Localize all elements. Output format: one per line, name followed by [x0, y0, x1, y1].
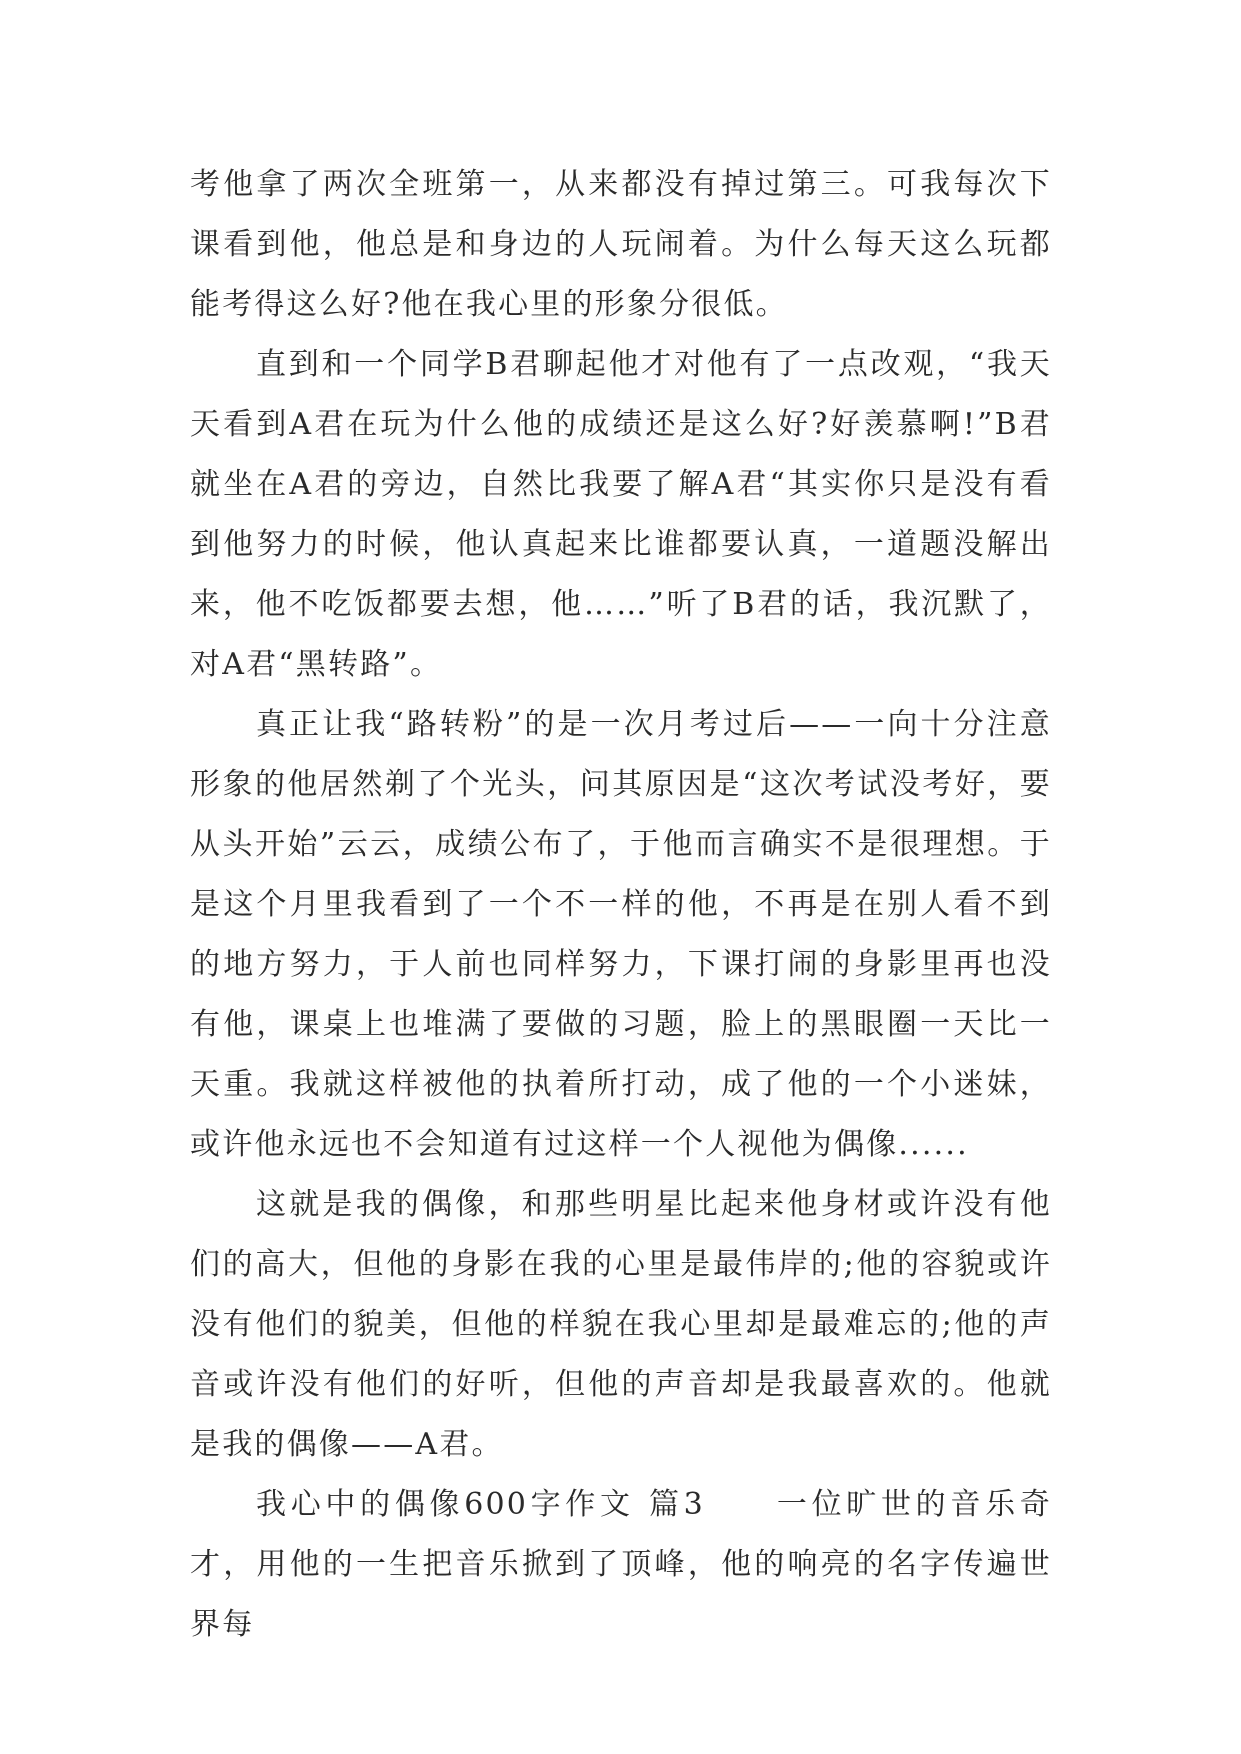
paragraph-conclusion: 这就是我的偶像，和那些明星比起来他身材或许没有他们的高大，但他的身影在我的心里是最伟岸的;他的容貌或许没有他们的貌美，但他的样貌在我心里却是最难忘的;他的声音或许没有他们的好听，但他的声音却是我最喜欢的。他就是我的偶像——A君。 — [190, 1187, 1052, 1462]
paragraph-essay-3-start: 我心中的偶像600字作文 篇3 一位旷世的音乐奇才，用他的一生把音乐掀到了顶峰，他的响亮的名字传遍世界每 — [190, 1487, 1052, 1642]
paragraph-continuation: 考他拿了两次全班第一，从来都没有掉过第三。可我每次下课看到他，他总是和身边的人玩闹着。为什么每天这么玩都能考得这么好?他在我心里的形象分很低。 — [190, 167, 1052, 322]
paragraph-monthly-exam: 真正让我“路转粉”的是一次月考过后——一向十分注意形象的他居然剃了个光头，问其原因是“这次考试没考好，要从头开始”云云，成绩公布了，于他而言确实不是很理想。于是这个月里我看到了一个不一样的他，不再是在别人看不到的地方努力，于人前也同样努力，下课打闹的身影里再也没有他，课桌上也堆满了要做的习题，脸上的黑眼圈一天比一天重。我就这样被他的执着所打动，成了他的一个小迷妹，或许他永远也不会知道有过这样一个人视他为偶像...... — [190, 707, 1052, 1162]
essay-text — [190, 155, 1052, 1655]
paragraph-b-conversation: 直到和一个同学B君聊起他才对他有了一点改观，“我天天看到A君在玩为什么他的成绩还是这么好?好羡慕啊!”B君就坐在A君的旁边，自然比我要了解A君“其实你只是没有看到他努力的时候，他认真起来比谁都要认真，一道题没解出来，他不吃饭都要去想，他……”听了B君的话，我沉默了，对A君“黑转路”。 — [190, 347, 1052, 682]
